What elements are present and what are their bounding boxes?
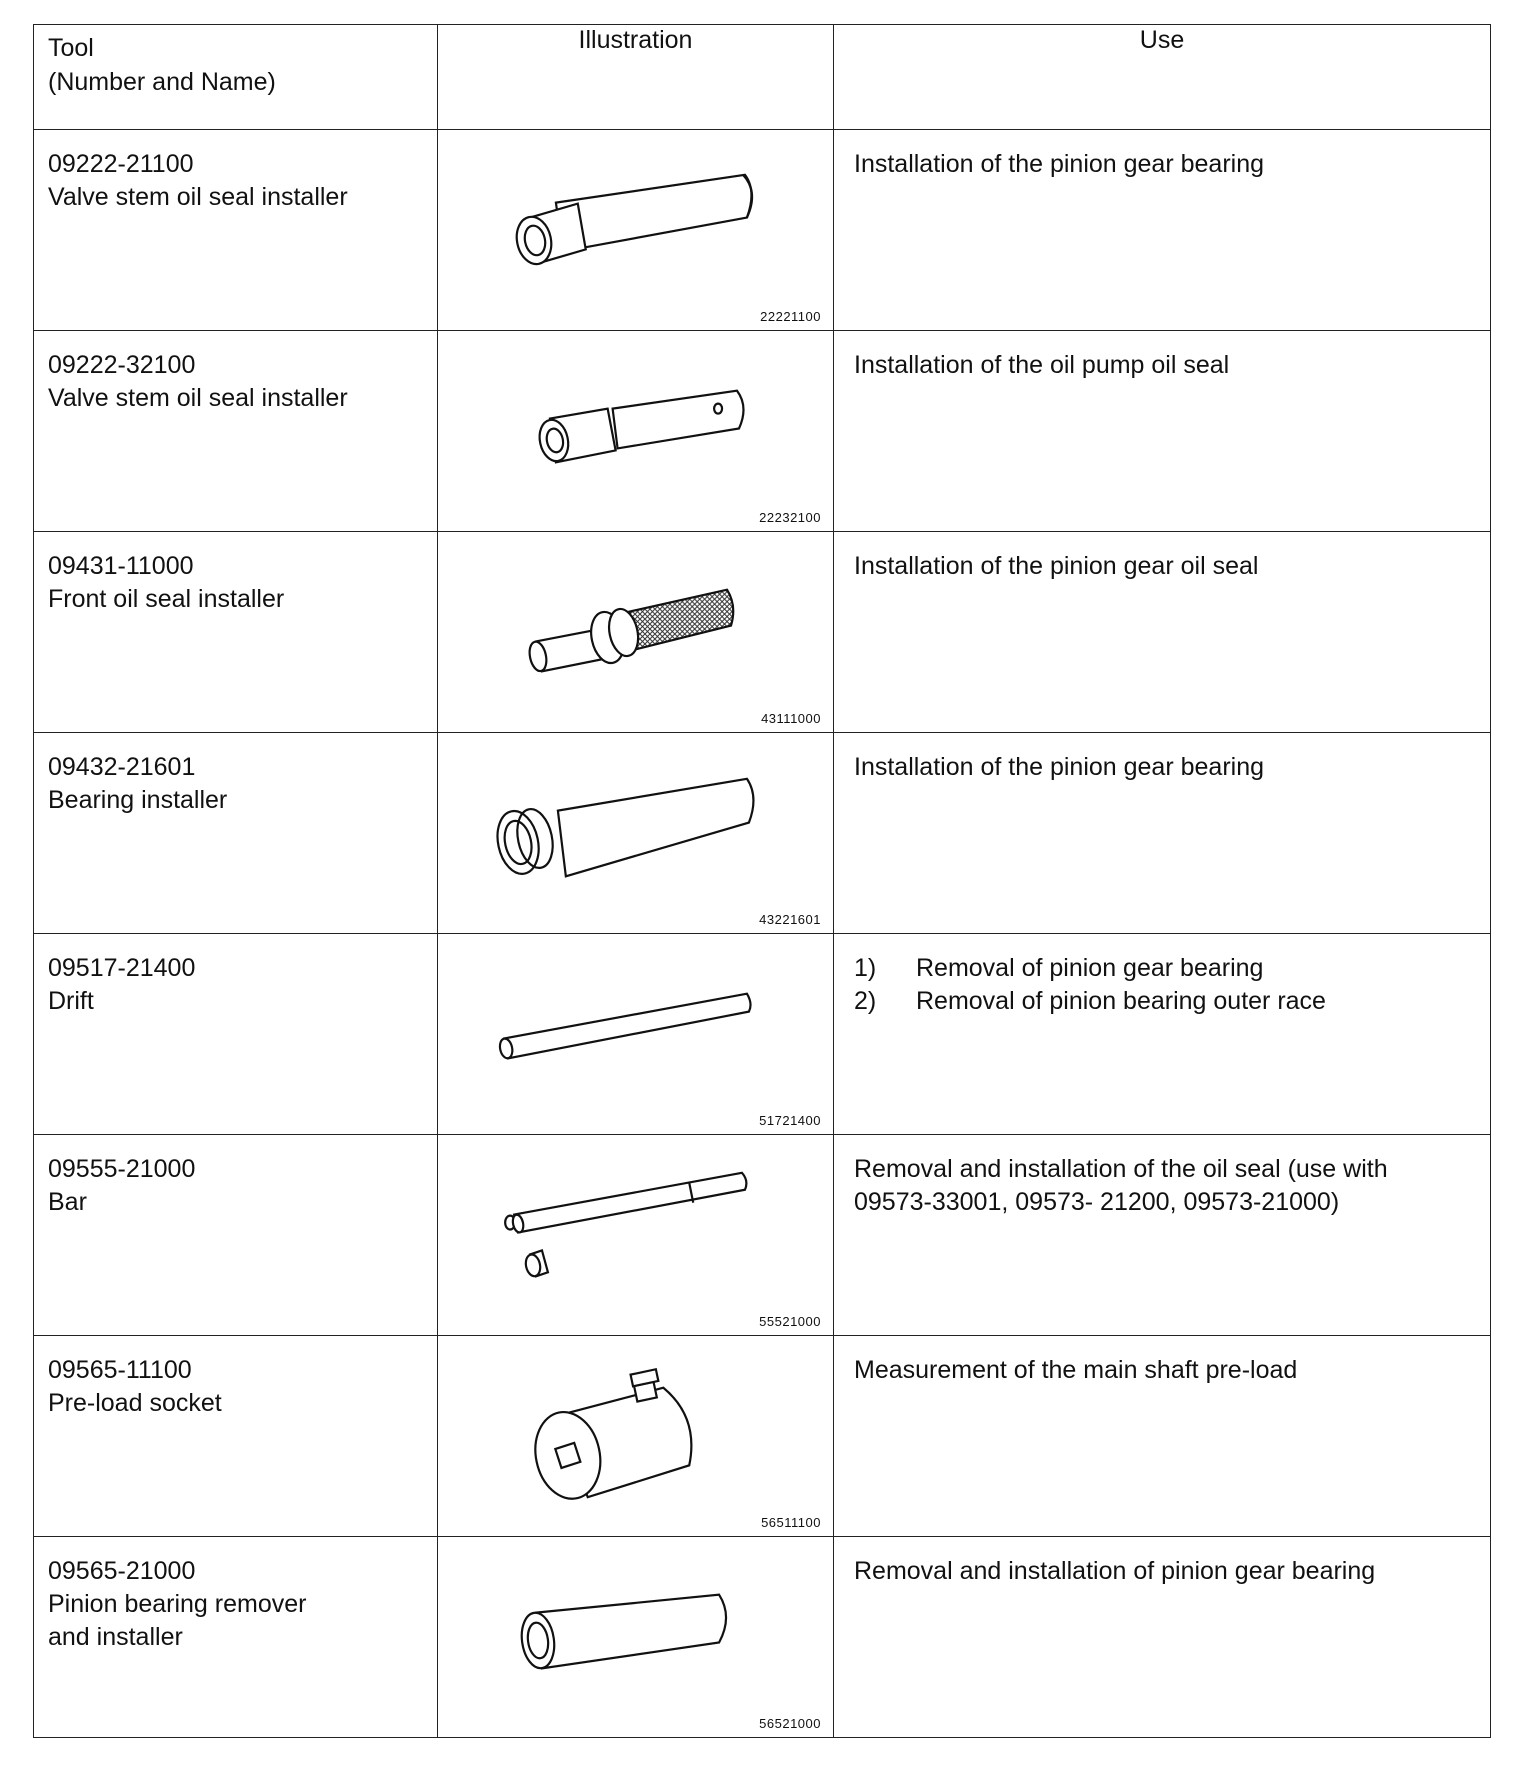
header-tool-line1: Tool [48, 34, 94, 62]
tool-name: Bearing installer [48, 786, 228, 814]
header-illustration: Illustration [438, 25, 834, 130]
tool-name: Pre-load socket [48, 1389, 222, 1417]
drift-illustration [438, 934, 833, 1134]
illustration-cell [438, 1537, 834, 1738]
table-row [34, 733, 1491, 934]
use-item-text: Removal of pinion bearing outer race [916, 987, 1326, 1015]
front-oil-seal-installer-illustration [438, 532, 833, 732]
tool-name: Drift [48, 987, 94, 1015]
use-cell: Installation of the pinion gear bearing [834, 130, 1491, 331]
tool-cell [34, 733, 438, 934]
tool-number: 09432-21601 [48, 753, 196, 781]
table-row [34, 130, 1491, 331]
table-row [34, 1135, 1491, 1336]
tool-number: 09222-21100 [48, 150, 194, 178]
tool-name-line2: and installer [48, 1623, 183, 1651]
tool-name: Valve stem oil seal installer [48, 183, 348, 211]
use-cell: Measurement of the main shaft pre-load [834, 1336, 1491, 1537]
illustration-cell [438, 1336, 834, 1537]
tool-name: Front oil seal installer [48, 585, 285, 613]
tool-cell [34, 1336, 438, 1537]
illustration-code: 56521000 [759, 1716, 821, 1731]
illustration-code: 43111000 [761, 711, 821, 726]
header-use: Use [834, 25, 1491, 130]
illustration-cell [438, 130, 834, 331]
illustration-code: 22221100 [760, 309, 821, 324]
use-cell: Removal and installation of pinion gear bearing [834, 1537, 1491, 1738]
tool-number: 09517-21400 [48, 954, 196, 982]
table-row [34, 1336, 1491, 1537]
valve-stem-oil-seal-installer-illustration [438, 331, 833, 531]
tool-number: 09555-21000 [48, 1155, 196, 1183]
tool-cell [34, 934, 438, 1135]
use-list-item [854, 985, 1470, 1018]
pinion-bearing-remover-illustration [438, 1537, 833, 1737]
bar-illustration [438, 1135, 833, 1335]
tool-name-line1: Pinion bearing remover [48, 1590, 307, 1618]
illustration-code: 22232100 [759, 510, 821, 525]
table-header-row [34, 25, 1491, 130]
tool-number: 09565-11100 [48, 1356, 192, 1384]
illustration-code: 43221601 [759, 912, 821, 927]
tool-cell [34, 331, 438, 532]
use-cell: Installation of the oil pump oil seal [834, 331, 1491, 532]
use-item-number: 2) [854, 987, 877, 1015]
tool-cell [34, 1135, 438, 1336]
use-cell: Installation of the pinion gear oil seal [834, 532, 1491, 733]
illustration-cell [438, 532, 834, 733]
illustration-cell [438, 1135, 834, 1336]
illustration-cell [438, 934, 834, 1135]
illustration-code: 51721400 [759, 1113, 821, 1128]
valve-stem-oil-seal-installer-illustration [438, 130, 833, 330]
use-item-text: Removal of pinion gear bearing [916, 954, 1264, 982]
table-row [34, 934, 1491, 1135]
pre-load-socket-illustration [438, 1336, 833, 1536]
tool-cell [34, 532, 438, 733]
header-tool-line2: (Number and Name) [48, 68, 276, 96]
use-cell: Removal and installation of the oil seal (use with 09573-33001, 09573- 21200, 09573-21000) [834, 1135, 1491, 1336]
tool-number: 09222-32100 [48, 351, 196, 379]
bearing-installer-illustration [438, 733, 833, 933]
header-tool [34, 25, 438, 130]
tool-cell [34, 1537, 438, 1738]
illustration-code: 56511100 [761, 1515, 821, 1530]
table-row [34, 331, 1491, 532]
illustration-cell [438, 733, 834, 934]
illustration-cell [438, 331, 834, 532]
illustration-code: 55521000 [759, 1314, 821, 1329]
use-cell: Installation of the pinion gear bearing [834, 733, 1491, 934]
use-item-number: 1) [854, 954, 877, 982]
tool-name: Valve stem oil seal installer [48, 384, 348, 412]
tool-cell [34, 130, 438, 331]
tool-number: 09565-21000 [48, 1557, 196, 1585]
tool-name: Bar [48, 1188, 87, 1216]
table-row [34, 1537, 1491, 1738]
special-tools-table [33, 24, 1491, 1738]
tool-number: 09431-11000 [48, 552, 194, 580]
use-cell [834, 934, 1491, 1135]
table-row [34, 532, 1491, 733]
use-list-item [854, 952, 1470, 985]
